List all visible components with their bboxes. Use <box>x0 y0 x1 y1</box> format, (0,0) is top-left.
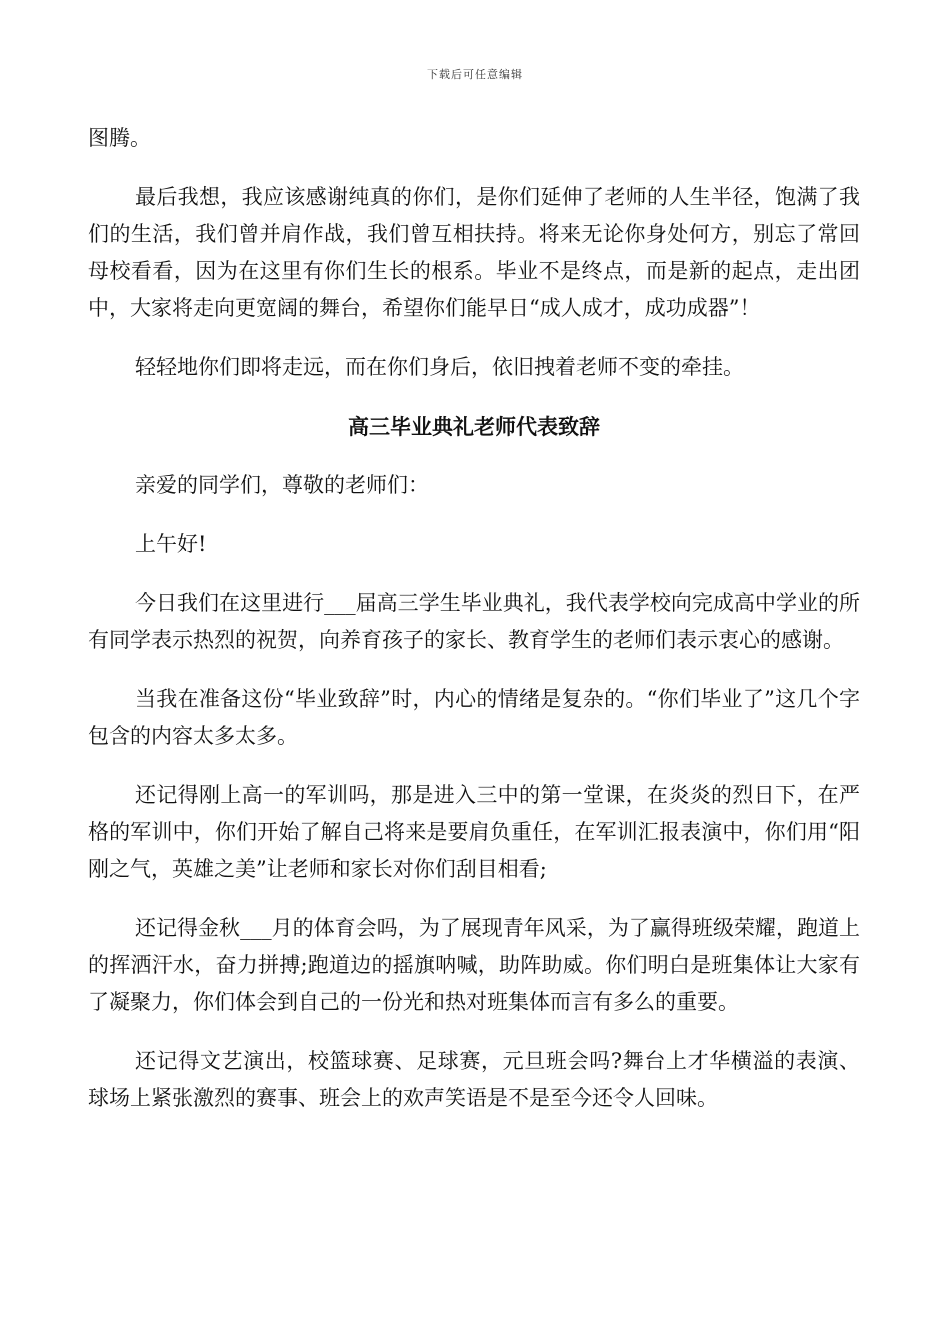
paragraph: 今日我们在这里进行___届高三学生毕业典礼，我代表学校向完成高中学业的所有同学表示热烈的祝贺，向养育孩子的家长、教育学生的老师们表示衷心的感谢。 <box>88 591 860 652</box>
paragraph: 轻轻地你们即将走远，而在你们身后，依旧拽着老师不变的牵挂。 <box>135 355 744 379</box>
page-header: 下载后可任意编辑 <box>427 68 523 81</box>
paragraph: 图腾。 <box>88 126 151 150</box>
paragraph: 还记得金秋___月的体育会吗，为了展现青年风采，为了赢得班级荣耀，跑道上的挥洒汗水，奋力拼搏;跑道边的摇旗呐喊，助阵助威。你们明白是班集体让大家有了凝聚力，你们体会到自己的一份光和热对班集体而言有多么的重要。 <box>88 916 860 1014</box>
section-title: 高三毕业典礼老师代表致辞 <box>348 414 600 439</box>
paragraph: 还记得刚上高一的军训吗，那是进入三中的第一堂课，在炎炎的烈日下，在严格的军训中，你们开始了解自己将来是要肩负重任，在军训汇报表演中，你们用“阳刚之气，英雄之美”让老师和家长对你们刮目相看; <box>88 783 860 881</box>
paragraph: 当我在准备这份“毕业致辞”时，内心的情绪是复杂的。“你们毕业了”这几个字包含的内容太多太多。 <box>88 687 860 748</box>
paragraph: 最后我想，我应该感谢纯真的你们，是你们延伸了老师的人生半径，饱满了我们的生活，我们曾并肩作战，我们曾互相扶持。将来无论你身处何方，别忘了常回母校看看，因为在这里有你们生长的根系。毕业不是终点，而是新的起点，走出团中，大家将走向更宽阔的舞台，希望你们能早日“成人成才，成功成器”！ <box>88 185 860 320</box>
paragraph: 上午好! <box>135 532 207 556</box>
document-body <box>88 120 860 1139</box>
paragraph: 还记得文艺演出，校篮球赛、足球赛，元旦班会吗?舞台上才华横溢的表演、球场上紧张激烈的赛事、班会上的欢声笑语是不是至今还令人回味。 <box>88 1049 860 1110</box>
paragraph: 亲爱的同学们，尊敬的老师们： <box>135 473 429 497</box>
